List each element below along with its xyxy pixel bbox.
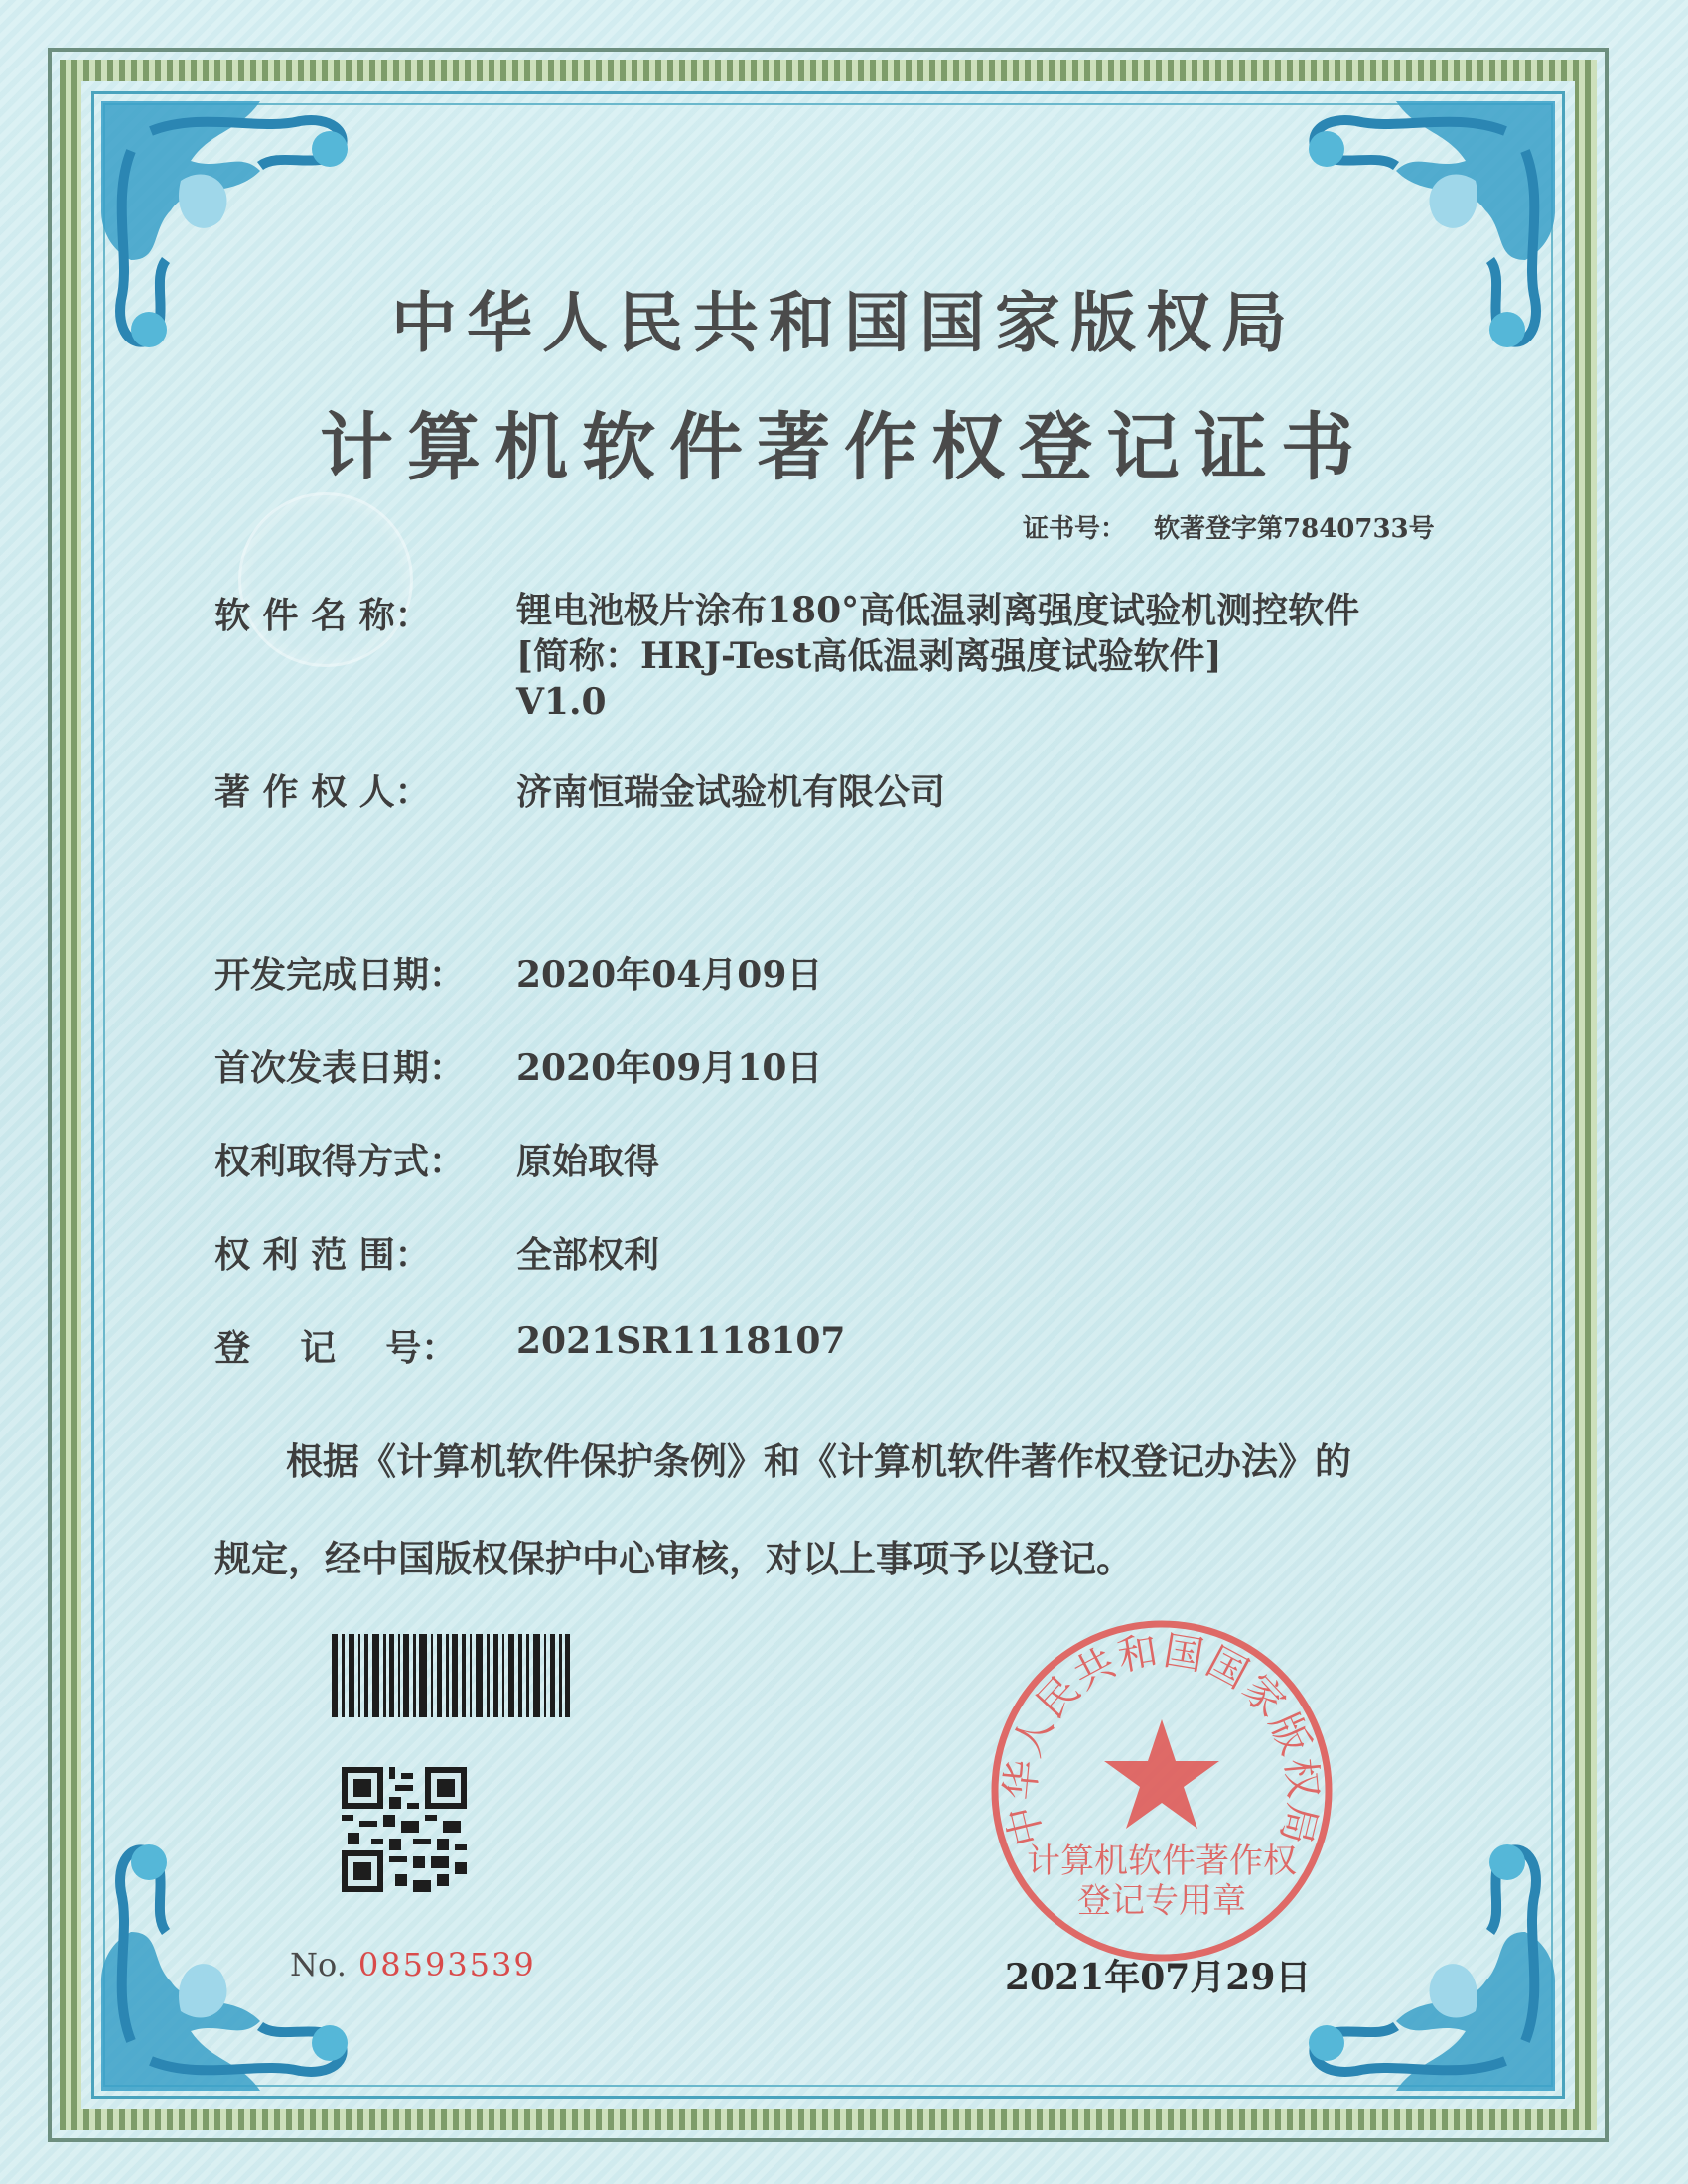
software-name-label: 软 件 名 称： [214,595,431,636]
owner-value: 济南恒瑞金试验机有限公司 [516,771,946,813]
completion-date-value: 2020年04月09日 [516,954,823,996]
seal-inner-line-2: 登记专用章 [1077,1881,1246,1921]
acquisition-label: 权利取得方式： [214,1141,466,1182]
certificate-number [1023,508,1435,545]
publish-date-label: 首次发表日期： [214,1047,466,1089]
scope-label: 权 利 范 围： [214,1234,431,1276]
owner-label: 著 作 权 人： [214,771,431,813]
qr-code [342,1767,467,1892]
issuing-authority: 中华人民共和国国家版权局 [391,284,1297,361]
registration-number-value: 2021SR1118107 [516,1320,846,1362]
corner-ornament-top-right [1237,91,1565,419]
embossed-seal [238,492,413,667]
official-seal [983,1612,1340,1970]
scope-value: 全部权利 [516,1234,660,1276]
star-icon [1104,1719,1219,1829]
serial-number [290,1946,536,1983]
software-name-line: [简称：HRJ-Test高低温剥离强度试验软件] [516,635,1222,677]
serial-prefix: No. [290,1946,347,1983]
certificate-number-label: 证书号： [1023,514,1127,544]
serial-value: 08593539 [357,1946,536,1983]
barcode [332,1634,570,1717]
software-name-line: 锂电池极片涂布180°高低温剥离强度试验机测控软件 [516,590,1360,631]
acquisition-value: 原始取得 [516,1141,660,1182]
completion-date-label: 开发完成日期： [214,954,466,996]
statement-line-2: 规定，经中国版权保护中心审核，对以上事项予以登记。 [214,1537,1133,1580]
statement-line-1: 根据《计算机软件保护条例》和《计算机软件著作权登记办法》的 [286,1439,1351,1483]
corner-ornament-top-left [91,91,419,419]
publish-date-value: 2020年09月10日 [516,1047,823,1089]
seal-inner-line-1: 计算机软件著作权 [1027,1842,1297,1881]
registration-number-label: 登 记 号： [214,1327,458,1369]
issue-date: 2021年07月29日 [1005,1957,1312,1998]
software-name-line: V1.0 [516,681,607,723]
certificate-number-value: 软著登字第7840733号 [1154,514,1435,544]
certificate-title: 计算机软件著作权登记证书 [320,405,1368,490]
seal-ring-text: 中华人民共和国国家版权局 [997,1628,1327,1850]
